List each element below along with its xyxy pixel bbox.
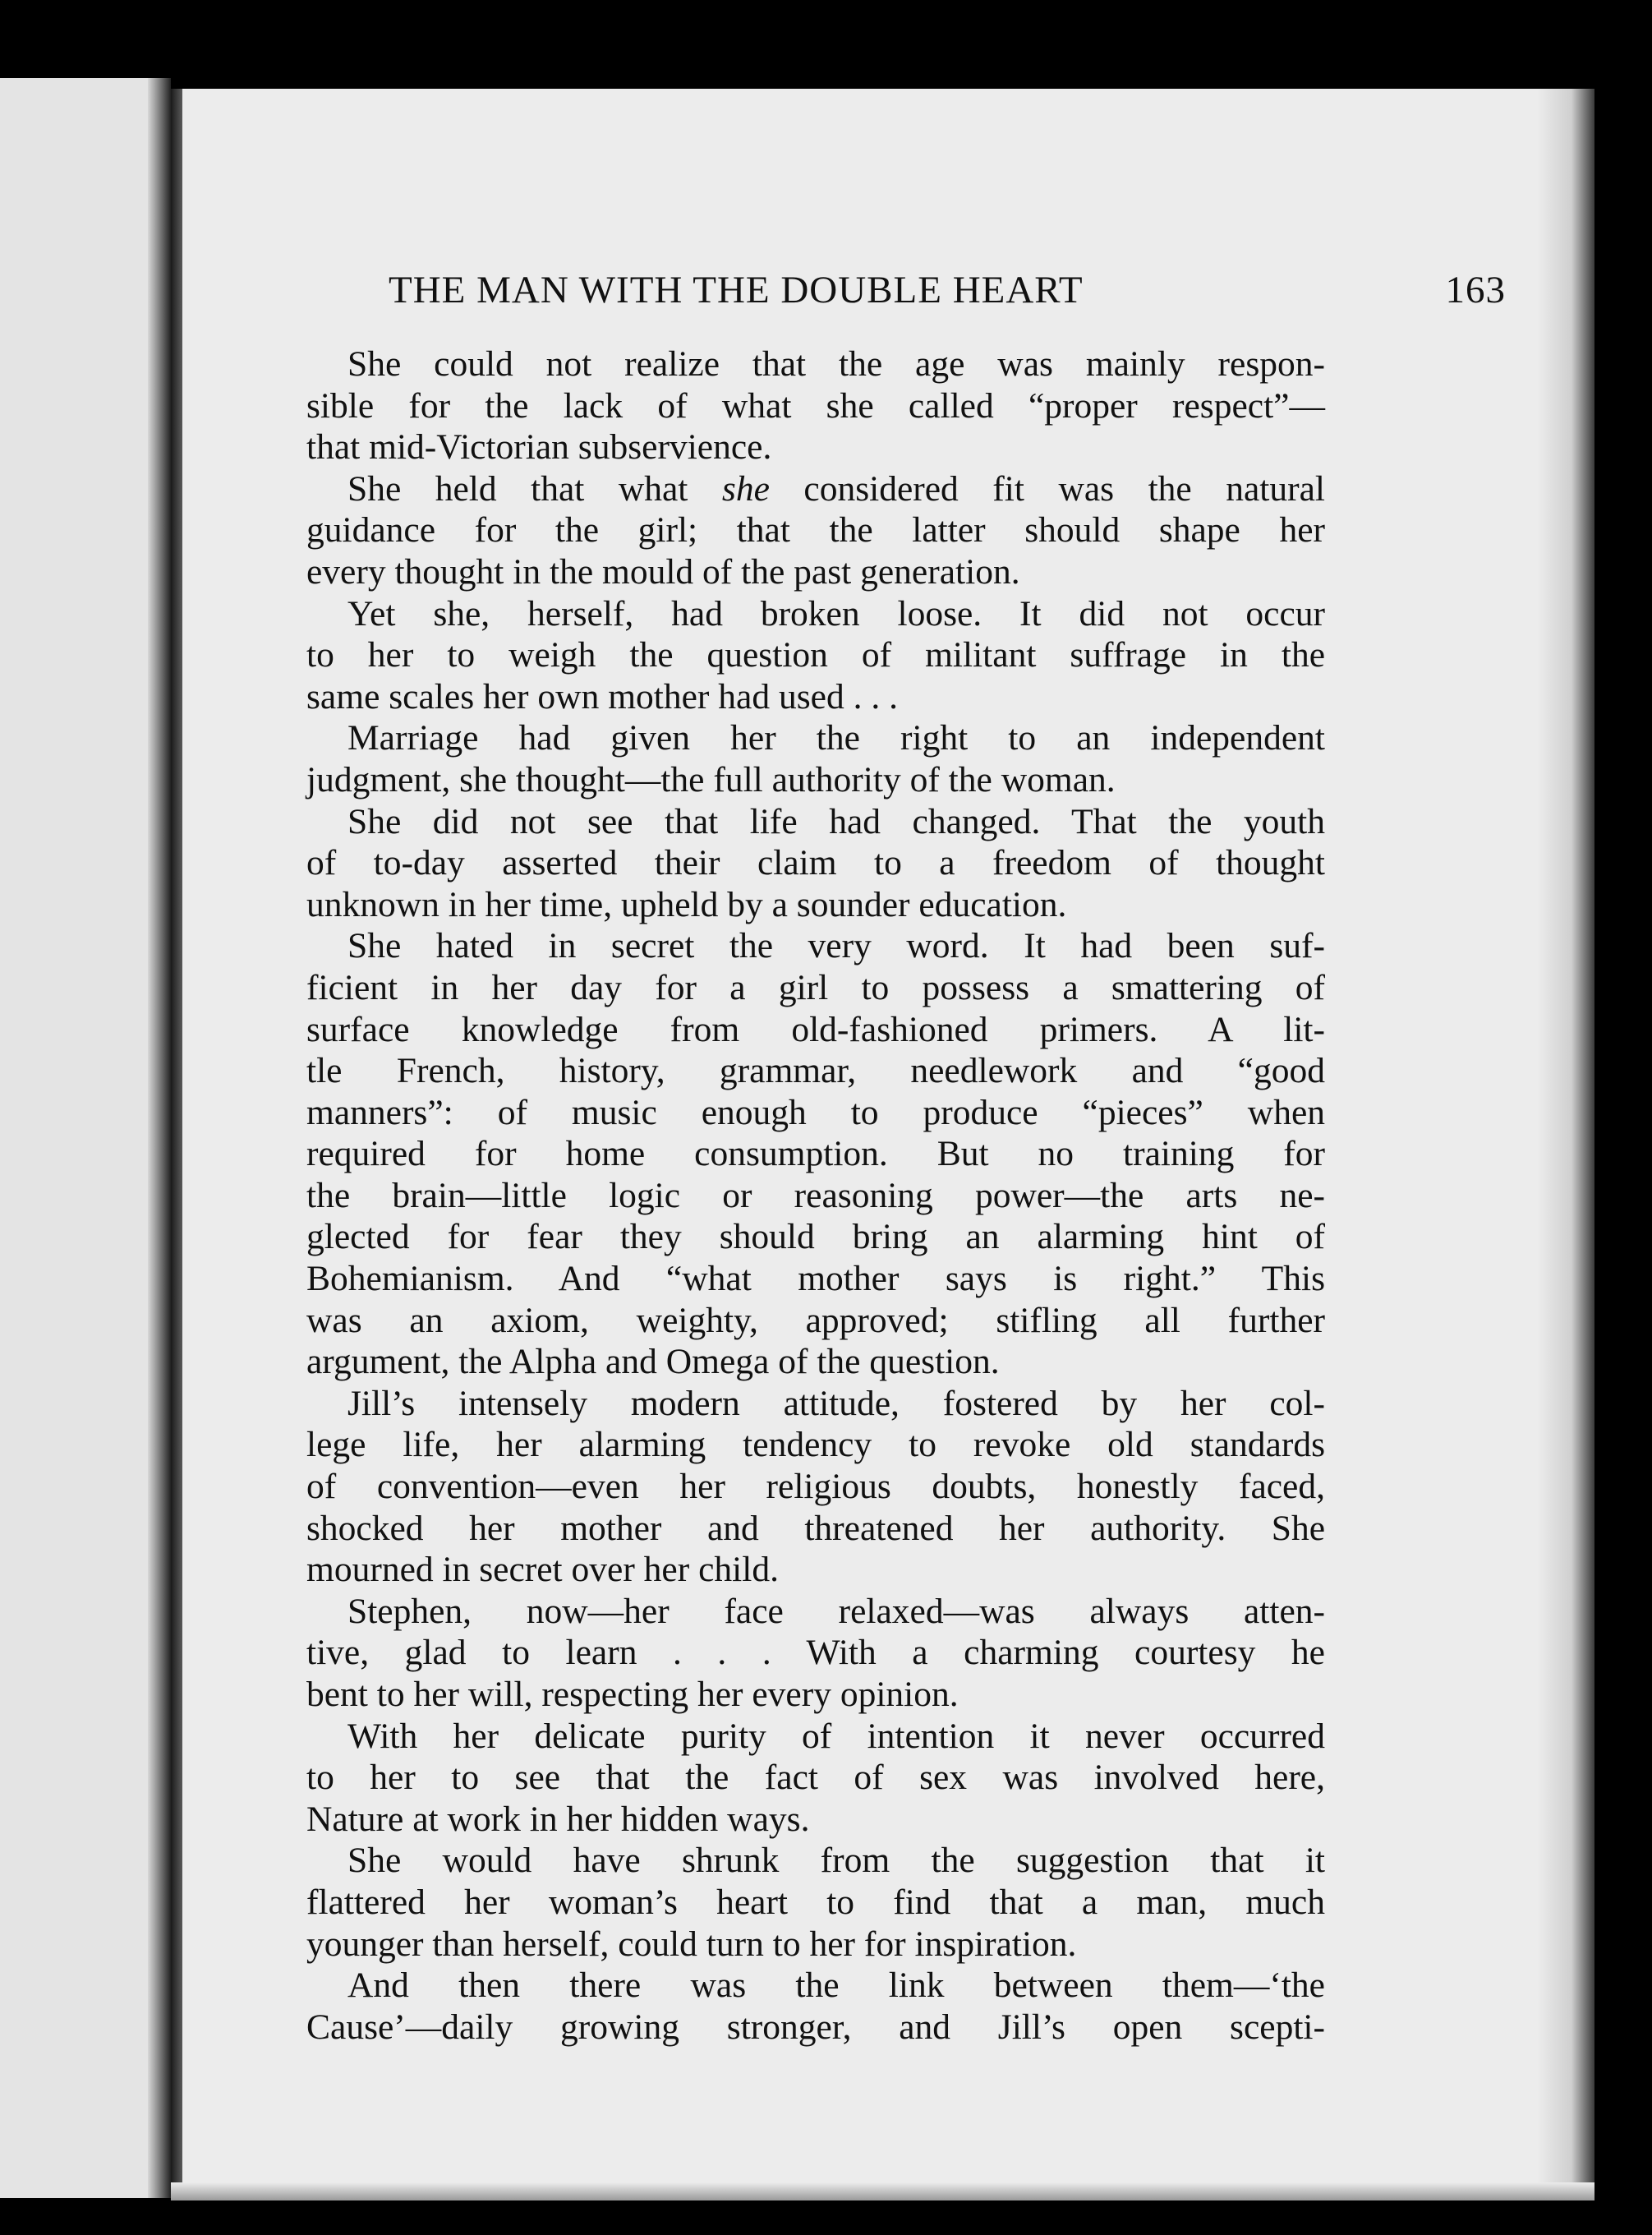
text-line: Stephen, now—her face relaxed—was always atten-: [347, 1591, 1325, 1631]
body-text: [306, 343, 1325, 2048]
text-line: judgment, she thought—the full authority of the woman.: [306, 759, 1116, 800]
text-line: glected for fear they should bring an alarming hint of: [306, 1217, 1325, 1257]
text-line: tive, glad to learn . . . With a charming courtesy he: [306, 1633, 1325, 1673]
text-line: Nature at work in her hidden ways.: [306, 1799, 810, 1839]
text-line: Bohemianism. And “what mother says is right.” This: [306, 1259, 1325, 1299]
text-line: tle French, history, grammar, needlework and “good: [306, 1051, 1325, 1091]
text-line: ficient in her day for a girl to possess a smattering of: [306, 967, 1325, 1007]
text-line: manners”: of music enough to produce “pieces” when: [306, 1092, 1325, 1132]
running-header: [389, 268, 1506, 312]
book-gutter: [148, 78, 171, 2198]
text-line: same scales her own mother had used . . .: [306, 676, 898, 717]
page-spine-edge: [171, 89, 182, 2200]
facing-page-edge: [0, 78, 156, 2198]
page-number: 163: [1445, 269, 1506, 311]
text-line: Cause’—daily growing stronger, and Jill’s open scepti-: [306, 2007, 1325, 2047]
text-line: to her to see that the fact of sex was involved here,: [306, 1758, 1325, 1798]
text-line: required for home consumption. But no training for: [306, 1134, 1325, 1174]
text-line: of convention—even her religious doubts, honestly faced,: [306, 1467, 1325, 1507]
text-line: She would have shrunk from the suggestion that it: [347, 1841, 1325, 1881]
text-line: to her to weigh the question of militant suffrage in the: [306, 635, 1325, 675]
text-line: She held that what she considered fit was the natural: [347, 468, 1325, 509]
running-title: THE MAN WITH THE DOUBLE HEART: [389, 269, 1084, 311]
text-line: was an axiom, weighty, approved; stifling all further: [306, 1300, 1325, 1340]
text-line: younger than herself, could turn to her for inspiration.: [306, 1924, 1077, 1964]
text-line: argument, the Alpha and Omega of the question.: [306, 1342, 1000, 1382]
text-line: Jill’s intensely modern attitude, fostered by her col-: [347, 1383, 1325, 1423]
text-line: lege life, her alarming tendency to revoke old standards: [306, 1425, 1325, 1465]
text-line: guidance for the girl; that the latter should shape her: [306, 510, 1325, 551]
page-right-shadow: [1537, 89, 1594, 2200]
page-bottom-shadow: [171, 2182, 1594, 2200]
text-line: She could not realize that the age was mainly respon-: [347, 344, 1325, 384]
text-line: Marriage had given her the right to an independent: [347, 718, 1325, 758]
text-line: surface knowledge from old-fashioned primers. A lit-: [306, 1009, 1325, 1049]
text-line: every thought in the mould of the past generation.: [306, 551, 1020, 592]
book-page: [171, 89, 1594, 2200]
text-line: bent to her will, respecting her every opinion.: [306, 1675, 959, 1714]
text-line: the brain—little logic or reasoning power—the arts ne-: [306, 1175, 1325, 1215]
text-line: Yet she, herself, had broken loose. It did not occur: [347, 593, 1325, 634]
text-line: that mid-Victorian subservience.: [306, 427, 772, 468]
text-line: sible for the lack of what she called “proper respect”—: [306, 385, 1325, 426]
text-line: mourned in secret over her child.: [306, 1550, 779, 1590]
text-line: unknown in her time, upheld by a sounder education.: [306, 884, 1067, 924]
text-line: She did not see that life had changed. That the youth: [347, 801, 1325, 841]
text-line: of to-day asserted their claim to a freedom of thought: [306, 843, 1325, 883]
text-line: And then there was the link between them—‘the: [347, 1965, 1325, 2006]
text-line: She hated in secret the very word. It had been suf-: [347, 926, 1325, 966]
text-line: flattered her woman’s heart to find that a man, much: [306, 1882, 1325, 1922]
text-line: With her delicate purity of intention it never occurred: [347, 1716, 1325, 1756]
text-line: shocked her mother and threatened her authority. She: [306, 1508, 1325, 1548]
